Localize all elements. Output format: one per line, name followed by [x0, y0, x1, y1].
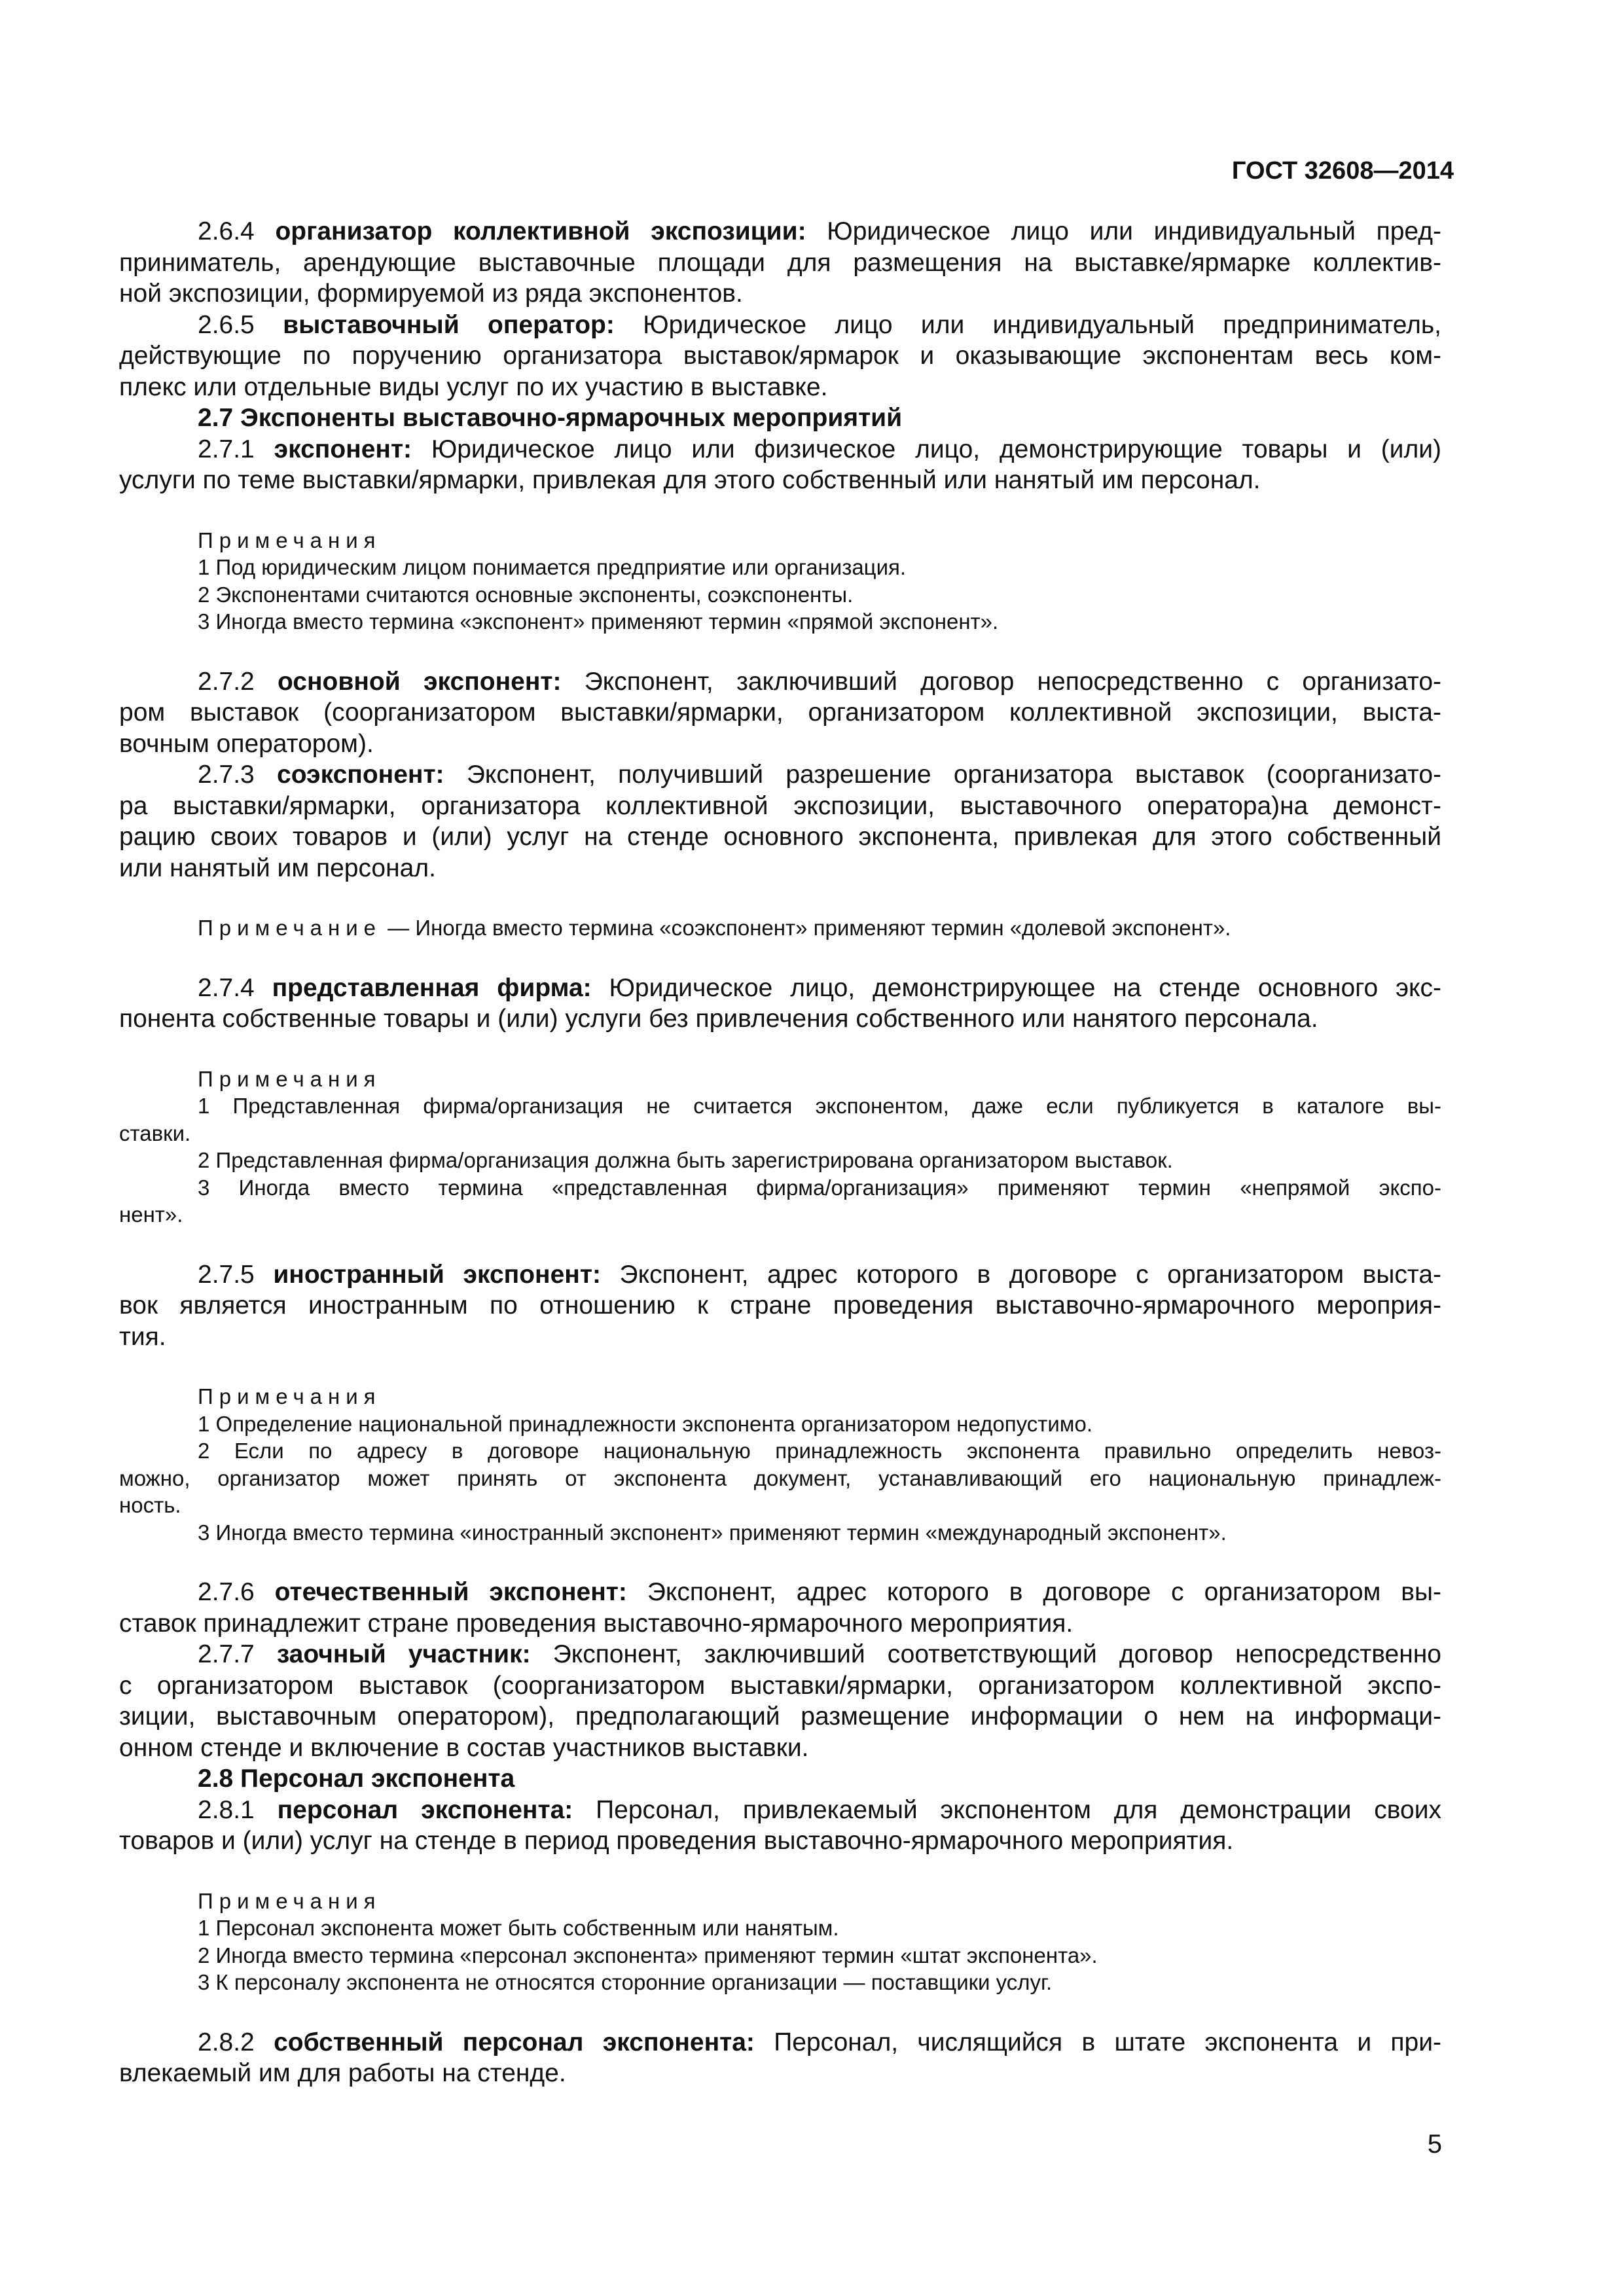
paragraph-2-8-1 [119, 1795, 1441, 1857]
text-line: зиции, выставочным оператором), предполагающий размещение информации о нем на информаци- [119, 1702, 1441, 1731]
text-line: онном стенде и включение в состав участников выставки. [119, 1733, 809, 1762]
clause-number: 2.7.7 [198, 1640, 277, 1668]
term: отечественный экспонент: [274, 1578, 627, 1606]
notes-heading: Примечания [198, 1384, 382, 1408]
section-heading-2-7: 2.7 Экспоненты выставочно-ярмарочных мероприятий [198, 404, 903, 432]
text-line: понента собственные товары и (или) услуги без привлечения собственного или нанятого персонала. [119, 1005, 1318, 1033]
text-line: или нанятый им персонал. [119, 853, 436, 882]
note-item-continuation: ность. [119, 1493, 181, 1517]
paragraph-2-6-5 [119, 310, 1441, 403]
note-item: 1 Представленная фирма/организация не считается экспонентом, даже если публикуется в каталоге вы- [198, 1094, 1441, 1118]
paragraph-2-7-1 [119, 434, 1441, 496]
text-line: ра выставки/ярмарки, организатора коллективной экспозиции, выставочного оператора)на демонст- [119, 791, 1441, 820]
paragraph-2-6-4 [119, 216, 1441, 310]
document-body [119, 216, 1441, 2089]
text-line: плекс или отдельные виды услуг по их участию в выставке. [119, 372, 828, 401]
note-item-continuation: нент». [119, 1202, 183, 1227]
paragraph-2-7-5 [119, 1259, 1441, 1353]
clause-number: 2.7.4 [198, 973, 272, 1002]
definition-text: Экспонент, получивший разрешение организатора выставок (соорганизато- [444, 761, 1441, 789]
note-item: 2 Иногда вместо термина «персонал экспонента» применяют термин «штат экспонента». [198, 1943, 1098, 1967]
term: выставочный оператор: [283, 310, 615, 339]
note-2-7-3 [119, 914, 1441, 942]
term: соэкспонент: [277, 761, 444, 789]
definition-text: Экспонент, адрес которого в договоре с организатором вы- [626, 1578, 1441, 1606]
notes-2-8-1 [119, 1888, 1441, 1996]
text-line: ром выставок (соорганизатором выставки/ярмарки, организатором коллективной экспозиции, выста- [119, 698, 1441, 726]
clause-number: 2.8.2 [198, 2028, 274, 2056]
definition-text: Персонал, числящийся в штате экспонента и при- [754, 2028, 1442, 2056]
text-line: вок является иностранным по отношению к стране проведения выставочно-ярмарочного мероприя- [119, 1291, 1441, 1319]
definition-text: Экспонент, заключивший договор непосредственно с организато- [561, 667, 1442, 696]
definition-text: Юридическое лицо или физическое лицо, демонстрирующие товары и (или) [412, 435, 1441, 463]
notes-heading: Примечания [198, 1888, 382, 1913]
paragraph-2-8-2 [119, 2027, 1441, 2089]
paragraph-2-7-6 [119, 1577, 1441, 1639]
definition-text: Юридическое лицо или индивидуальный предприниматель, [614, 310, 1441, 339]
notes-2-7-1 [119, 527, 1441, 636]
term: иностранный экспонент: [273, 1260, 601, 1289]
definition-text: Персонал, привлекаемый экспонентом для демонстрации своих [573, 1795, 1441, 1824]
note-item: 3 К персоналу экспонента не относятся сторонние организации — поставщики услуг. [198, 1970, 1053, 1994]
document-header: ГОСТ 32608—2014 [1231, 157, 1454, 185]
term: персонал экспонента: [277, 1795, 573, 1824]
term: основной экспонент: [278, 667, 562, 696]
note-item: 1 Под юридическим лицом понимается предприятие или организация. [198, 555, 907, 579]
paragraph-2-7-4 [119, 973, 1441, 1035]
definition-text: Юридическое лицо или индивидуальный пред- [806, 217, 1442, 245]
definition-text: Юридическое лицо, демонстрирующее на стенде основного экс- [591, 973, 1441, 1002]
clause-number: 2.8.1 [198, 1795, 278, 1824]
clause-number: 2.7.1 [198, 435, 274, 463]
definition-text: Экспонент, адрес которого в договоре с организатором выста- [600, 1260, 1441, 1289]
notes-2-7-5 [119, 1383, 1441, 1546]
notes-heading: Примечания [198, 528, 382, 552]
note-text: — Иногда вместо термина «соэкспонент» применяют термин «долевой экспонент». [382, 916, 1231, 940]
clause-number: 2.6.4 [198, 217, 276, 245]
term: экспонент: [274, 435, 412, 463]
note-heading: Примечание [198, 916, 382, 940]
text-line: товаров и (или) услуг на стенде в период проведения выставочно-ярмарочного мероприятия. [119, 1827, 1234, 1855]
paragraph-2-7-2 [119, 666, 1441, 760]
clause-number: 2.7.2 [198, 667, 278, 696]
note-item: 2 Представленная фирма/организация должна быть зарегистрирована организатором выставок. [198, 1148, 1173, 1172]
term: собственный персонал экспонента: [274, 2028, 755, 2056]
term: организатор коллективной экспозиции: [275, 217, 806, 245]
note-item: 2 Если по адресу в договоре национальную принадлежность экспонента правильно определить невоз- [198, 1439, 1441, 1463]
text-line: ной экспозиции, формируемой из ряда экспонентов. [119, 279, 743, 308]
text-line: влекаемый им для работы на стенде. [119, 2059, 566, 2087]
note-item: 3 Иногда вместо термина «представленная фирма/организация» применяют термин «непрямой экспо- [198, 1175, 1441, 1200]
text-line: действующие по поручению организатора выставок/ярмарок и оказывающие экспонентам весь ком- [119, 342, 1441, 370]
term: представленная фирма: [272, 973, 592, 1002]
term: заочный участник: [276, 1640, 531, 1668]
definition-text: Экспонент, заключивший соответствующий договор непосредственно [530, 1640, 1441, 1668]
note-item-continuation: можно, организатор может принять от экспонента документ, устанавливающий его национальную принадлеж- [119, 1465, 1441, 1490]
note-item: 3 Иногда вместо термина «экспонент» применяют термин «прямой экспонент». [198, 609, 999, 634]
text-line: приниматель, арендующие выставочные площади для размещения на выставке/ярмарке коллектив- [119, 248, 1441, 277]
text-line: ставок принадлежит стране проведения выставочно-ярмарочного мероприятия. [119, 1609, 1074, 1638]
text-line: тия. [119, 1322, 166, 1351]
paragraph-2-7-7 [119, 1639, 1441, 1763]
clause-number: 2.7.6 [198, 1578, 275, 1606]
section-heading-2-8: 2.8 Персонал экспонента [198, 1765, 515, 1793]
clause-number: 2.7.3 [198, 761, 278, 789]
text-line: рацию своих товаров и (или) услуг на стенде основного экспонента, привлекая для этого собственный [119, 823, 1441, 851]
text-line: с организатором выставок (соорганизатором выставки/ярмарки, организатором коллективной экспо- [119, 1671, 1441, 1700]
note-item: 1 Персонал экспонента может быть собственным или нанятым. [198, 1916, 839, 1940]
text-line: вочным оператором). [119, 729, 374, 758]
note-item: 2 Экспонентами считаются основные экспоненты, соэкспоненты. [198, 582, 854, 607]
notes-2-7-4 [119, 1066, 1441, 1229]
notes-heading: Примечания [198, 1066, 382, 1091]
clause-number: 2.6.5 [198, 310, 283, 339]
paragraph-2-7-3 [119, 759, 1441, 884]
note-item-continuation: ставки. [119, 1121, 191, 1145]
page-number: 5 [1427, 2130, 1442, 2159]
note-item: 3 Иногда вместо термина «иностранный экспонент» применяют термин «международный экспонент». [198, 1520, 1227, 1545]
clause-number: 2.7.5 [198, 1260, 274, 1289]
note-item: 1 Определение национальной принадлежности экспонента организатором недопустимо. [198, 1411, 1093, 1436]
text-line: услуги по теме выставки/ярмарки, привлекая для этого собственный или нанятый им персонал. [119, 466, 1261, 494]
